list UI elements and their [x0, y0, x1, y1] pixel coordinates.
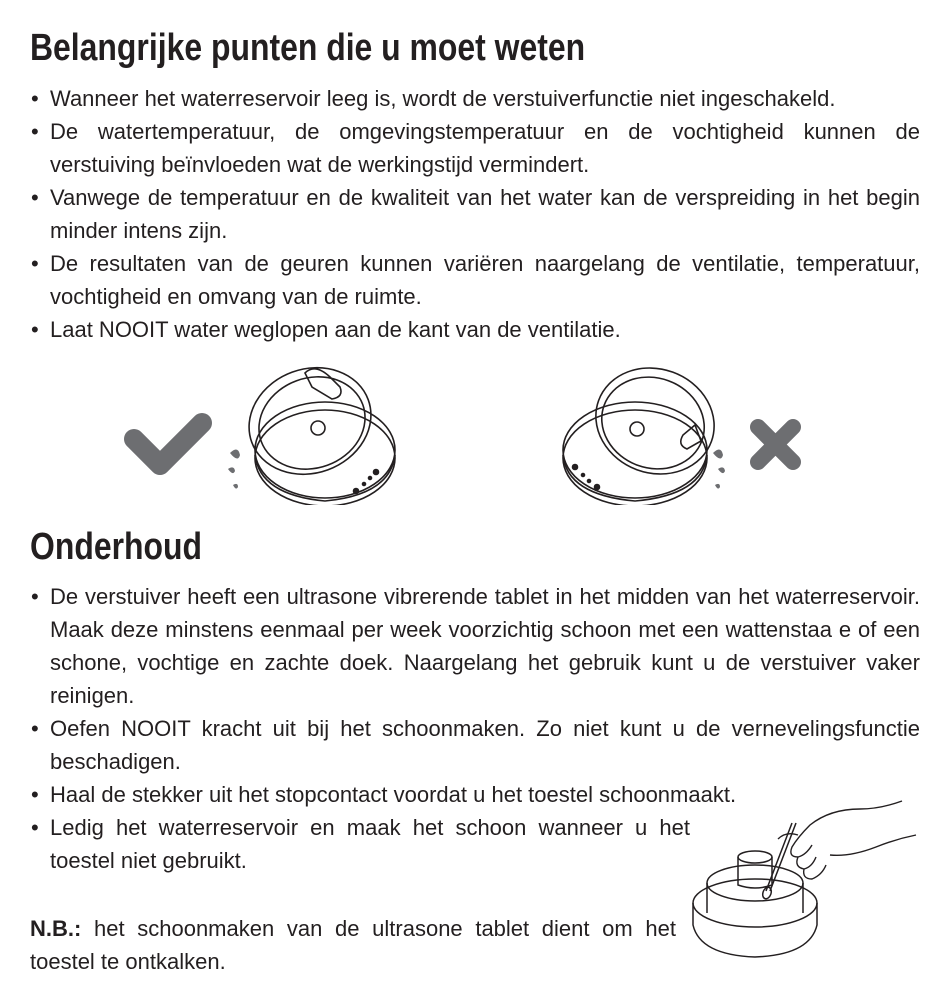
- diffuser-tilted-icon: [234, 355, 395, 505]
- list-item: • Haal de stekker uit het stopcontact voordat u het toestel schoonmaakt.: [30, 778, 920, 811]
- list-item: • Vanwege de temperatuur en de kwaliteit van het water kan de verspreiding in het begin minder intens zijn.: [30, 181, 920, 247]
- cross-icon: [758, 427, 793, 462]
- list-item: • De watertemperatuur, de omgevingstemperatuur en de vochtigheid kunnen de verstuiving beïnvloeden wat de werkingstijd vermindert.: [30, 115, 920, 181]
- note-paragraph: [30, 912, 676, 978]
- diffuser-tilted-icon: [563, 355, 729, 505]
- list-item: • De resultaten van de geuren kunnen variëren naargelang de ventilatie, temperatuur, vochtigheid en omvang van de ruimte.: [30, 247, 920, 313]
- cleaning-illustration: [680, 795, 930, 965]
- section-title-maintenance: Onderhoud: [30, 526, 203, 568]
- note-text: het schoonmaken van de ultrasone tablet dient om het toestel te ontkalken.: [30, 916, 676, 974]
- check-mark-icon: [134, 423, 202, 465]
- list-item: • Ledig het waterreservoir en maak het schoon wanneer u het toestel niet gebruikt.: [30, 811, 690, 877]
- note-label: N.B.:: [30, 916, 82, 941]
- list-item: • Laat NOOIT water weglopen aan de kant van de ventilatie.: [30, 313, 920, 346]
- section-title-important-points: Belangrijke punten die u moet weten: [30, 27, 586, 69]
- wrong-tilt-illustration: [555, 355, 815, 505]
- important-points-list: [30, 82, 920, 346]
- hand-icon: [778, 801, 916, 879]
- list-item: • Wanneer het waterreservoir leeg is, wordt de verstuiverfunctie niet ingeschakeld.: [30, 82, 920, 115]
- water-drops-icon: [228, 449, 240, 488]
- water-drops-icon: [713, 449, 725, 488]
- list-item: • De verstuiver heeft een ultrasone vibrerende tablet in het midden van het waterreservoir. Maak deze minstens eenmaal per week voorzichtig schoon met een wattenstaa e of een schone, vochtige en zachte doek. Naargelang het gebruik kunt u de verstuiver vaker reinigen.: [30, 580, 920, 712]
- list-item: • Oefen NOOIT kracht uit bij het schoonmaken. Zo niet kunt u de vernevelingsfunctie beschadigen.: [30, 712, 920, 778]
- correct-tilt-illustration: [120, 355, 410, 505]
